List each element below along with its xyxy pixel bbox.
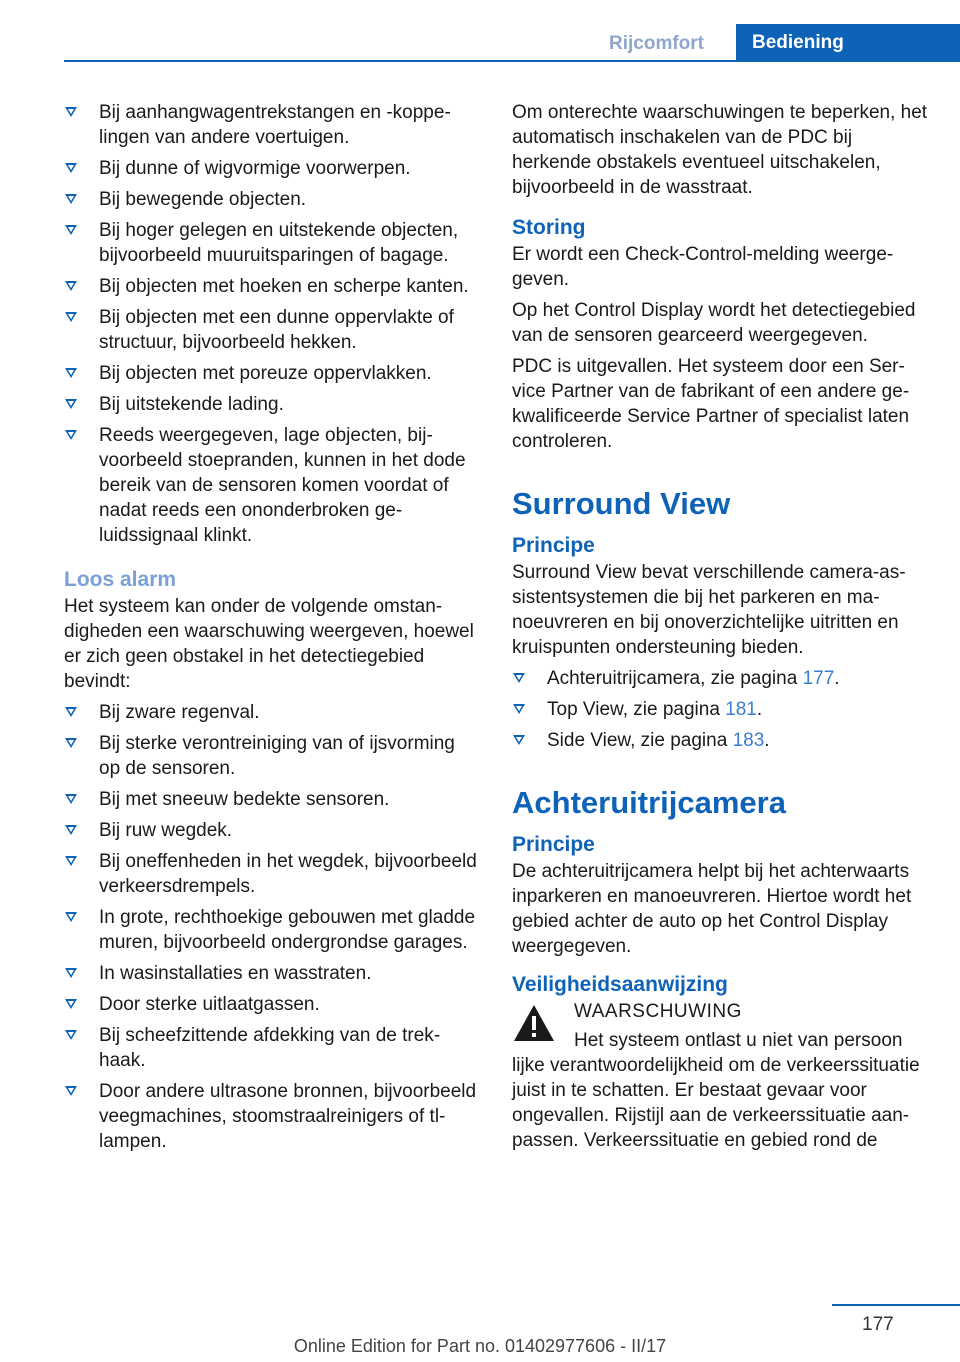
list-item: Bij dunne of wigvormige voorwerpen.	[64, 156, 480, 181]
triangle-bullet-icon	[65, 225, 77, 235]
triangle-bullet-icon	[65, 281, 77, 291]
triangle-bullet-icon	[513, 673, 525, 683]
triangle-bullet-icon	[65, 1030, 77, 1040]
warning-block	[512, 999, 928, 1153]
surround-view-heading: Surround View	[512, 486, 731, 521]
fault-heading: Storing	[512, 216, 586, 239]
list-item: Bij objecten met een dunne oppervlakte of structuur, bijvoorbeeld hekken.	[64, 305, 480, 355]
list-item: Door andere ultrasone bronnen, bijvoorbeeld veegmachines, stoomstraalreinigers of tl-lampen.	[64, 1079, 480, 1154]
surround-principle-heading: Principe	[512, 534, 595, 557]
page-number: 177	[862, 1314, 894, 1335]
list-item: In wasinstallaties en wasstraten.	[64, 961, 480, 986]
fault-paragraph-3: PDC is uitgevallen. Het systeem door een Service Partner van de fabrikant of een andere gekwalificeerde Service Partner of specialist laten controleren.	[512, 356, 910, 452]
header-rule	[64, 60, 960, 62]
triangle-bullet-icon	[65, 912, 77, 922]
triangle-bullet-icon	[65, 999, 77, 1009]
camera-principle-heading: Principe	[512, 833, 595, 856]
safety-heading: Veiligheidsaanwijzing	[512, 973, 728, 996]
intro-paragraph: Om onterechte waarschuwingen te beperken, het automatisch inschakelen van de PDC bij herkende obstakels eventueel uitschakelen, bijvoorbeeld in de wasstraat.	[512, 102, 928, 198]
triangle-bullet-icon	[65, 430, 77, 440]
triangle-bullet-icon	[65, 707, 77, 717]
list-item: Bij aanhangwagentrekstangen en -koppelingen van andere voertuigen.	[64, 100, 480, 150]
camera-heading: Achteruitrijcamera	[512, 785, 786, 820]
list-item: Bij objecten met poreuze oppervlakken.	[64, 361, 480, 386]
triangle-bullet-icon	[65, 825, 77, 835]
camera-principle-text: De achteruitrijcamera helpt bij het achterwaarts inparkeren en manoeuvreren. Hiertoe wordt het gebied achter de auto op het Control Display weergegeven.	[512, 861, 912, 957]
surround-principle-text: Surround View bevat verschillende camera-assistentsystemen die bij het parkeren en manoeuvreren en bij onoverzichtelijke uitritten en kruispunten ondersteuning bieden.	[512, 562, 906, 658]
triangle-bullet-icon	[65, 1086, 77, 1096]
surround-list	[512, 666, 928, 753]
list-item: Bij met sneeuw bedekte sensoren.	[64, 787, 480, 812]
section-tab: Rijcomfort	[609, 33, 704, 54]
page-header	[0, 0, 960, 62]
false-alarm-text: Het systeem kan onder de volgende omstandigheden een waarschuwing weergeven, hoewel er zich geen obstakel in het detectiegebied bevindt:	[64, 596, 474, 692]
left-column	[64, 100, 480, 1160]
triangle-bullet-icon	[65, 794, 77, 804]
warning-title: WAARSCHUWING	[574, 1001, 742, 1022]
triangle-bullet-icon	[65, 312, 77, 322]
page-link[interactable]: 177	[802, 668, 835, 689]
list-item: Bij bewegende objecten.	[64, 187, 480, 212]
list-item: Bij hoger gelegen en uitstekende objecten, bijvoorbeeld muuruitsparingen of bagage.	[64, 218, 480, 268]
fault-paragraph-1: Er wordt een Check-Control-melding weergegeven.	[512, 244, 894, 290]
list-item: Door sterke uitlaatgassen.	[64, 992, 480, 1017]
triangle-bullet-icon	[65, 968, 77, 978]
triangle-bullet-icon	[65, 368, 77, 378]
limitations-list	[64, 100, 480, 548]
list-item: Achteruitrijcamera, zie pagina 177.	[512, 666, 928, 691]
triangle-bullet-icon	[65, 194, 77, 204]
list-item: Bij sterke verontreiniging van of ijsvorming op de sensoren.	[64, 731, 480, 781]
warning-triangle-icon	[512, 1003, 556, 1043]
triangle-bullet-icon	[513, 704, 525, 714]
chapter-tab: Bediening	[736, 24, 960, 62]
footer-rule	[832, 1304, 960, 1306]
triangle-bullet-icon	[513, 735, 525, 745]
triangle-bullet-icon	[65, 738, 77, 748]
triangle-bullet-icon	[65, 399, 77, 409]
fault-paragraph-2: Op het Control Display wordt het detectiegebied van de sensoren gearceerd weergegeven.	[512, 300, 916, 346]
list-item: Side View, zie pagina 183.	[512, 728, 928, 753]
list-item: Bij zware regenval.	[64, 700, 480, 725]
page-link[interactable]: 183	[732, 730, 765, 751]
edition-footer: Online Edition for Part no. 01402977606 - II/17	[293, 1336, 667, 1356]
warning-text-line: Het systeem ontlast u niet van persoon	[574, 1030, 903, 1051]
triangle-bullet-icon	[65, 107, 77, 117]
false-alarm-list	[64, 700, 480, 1154]
list-item: Bij oneffenheden in het wegdek, bijvoorbeeld verkeersdrempels.	[64, 849, 480, 899]
warning-text: lijke verantwoordelijkheid om de verkeerssituatie juist in te schatten. Er bestaat gevaar voor ongevallen. Rijstijl aan de verkeerssituatie aanpassen. Verkeerssituatie en gebied rond de	[512, 1055, 920, 1151]
list-item: Bij objecten met hoeken en scherpe kanten.	[64, 274, 480, 299]
triangle-bullet-icon	[65, 163, 77, 173]
right-column	[512, 100, 928, 1153]
list-item: Reeds weergegeven, lage objecten, bijvoorbeeld stoepranden, kunnen in het dode bereik van de sensoren komen voordat of nadat reeds een ononderbroken geluidssignaal klinkt.	[64, 423, 480, 548]
list-item: Top View, zie pagina 181.	[512, 697, 928, 722]
triangle-bullet-icon	[65, 856, 77, 866]
page-link[interactable]: 181	[725, 699, 757, 720]
list-item: Bij uitstekende lading.	[64, 392, 480, 417]
list-item: Bij scheefzittende afdekking van de trekhaak.	[64, 1023, 480, 1073]
false-alarm-heading: Loos alarm	[64, 568, 177, 591]
list-item: Bij ruw wegdek.	[64, 818, 480, 843]
list-item: In grote, rechthoekige gebouwen met gladde muren, bijvoorbeeld ondergrondse garages.	[64, 905, 480, 955]
